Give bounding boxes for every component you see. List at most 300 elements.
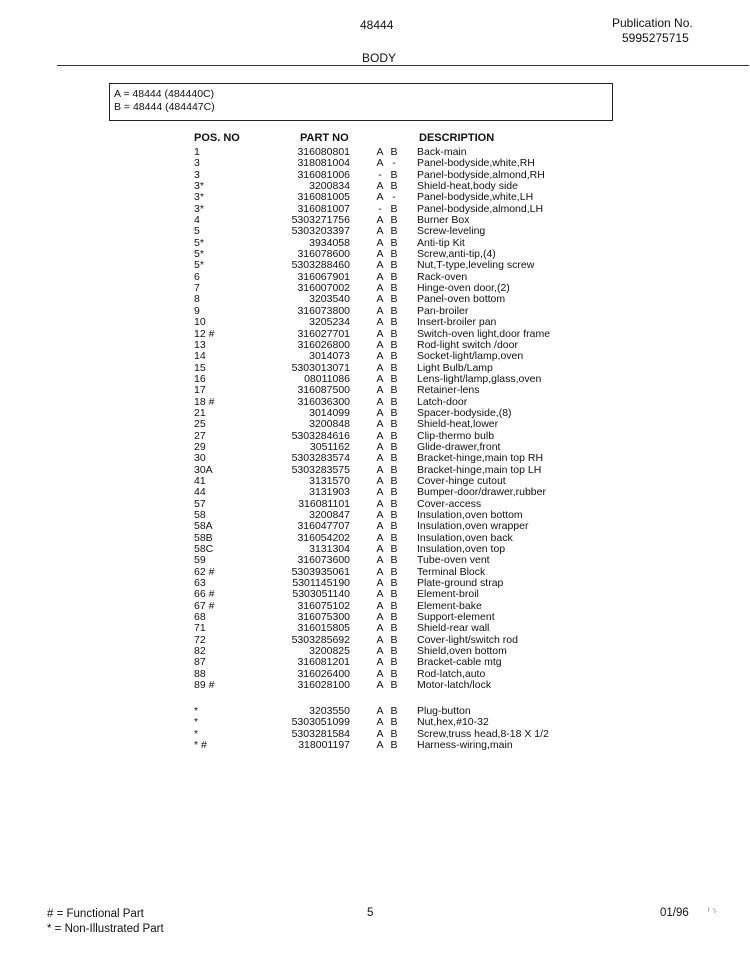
model-b-cell: B <box>390 452 398 465</box>
description-cell: Screw,anti-tip,(4) <box>417 248 496 261</box>
model-a-cell: A <box>376 622 384 635</box>
table-row <box>0 578 750 589</box>
pos-no-cell: 3* <box>194 191 204 204</box>
part-no-cell: 5303285692 <box>291 633 350 646</box>
model-a-cell: A <box>376 554 384 567</box>
model-a-cell: A <box>376 611 384 624</box>
pos-no-cell: 29 <box>194 440 206 453</box>
description-cell: Element-bake <box>417 599 482 612</box>
pos-no-cell: 58 <box>194 509 206 521</box>
model-a-cell: A <box>376 656 384 669</box>
parts-table <box>0 147 750 692</box>
model-a-cell: A <box>376 236 384 249</box>
description-cell: Nut,T-type,leveling screw <box>417 259 535 272</box>
description-cell: Shield-heat,lower <box>417 418 499 431</box>
table-row <box>0 623 750 634</box>
scan-mark: ᐟ₂ <box>705 903 719 918</box>
table-row <box>0 740 750 751</box>
table-row <box>0 612 750 623</box>
model-b-cell: B <box>390 406 398 419</box>
pos-no-cell: 8 <box>194 293 200 306</box>
part-no-cell: 3014099 <box>309 406 350 419</box>
part-no-cell: 5303051099 <box>291 716 350 729</box>
model-a-cell: - <box>378 202 382 215</box>
description-cell: Latch-door <box>417 395 468 408</box>
description-cell: Insert-broiler pan <box>417 316 497 329</box>
model-a-cell: A <box>376 293 384 306</box>
model-b-cell: B <box>390 270 398 283</box>
table-row <box>0 601 750 612</box>
model-a-cell: A <box>376 338 384 351</box>
description-cell: Bracket-hinge,main top LH <box>417 463 542 476</box>
description-cell: Light Bulb/Lamp <box>417 361 493 374</box>
part-no-cell: 5303203397 <box>291 225 350 238</box>
model-a-cell: A <box>376 463 384 476</box>
part-no-cell: 5303288460 <box>291 259 350 272</box>
pos-no-cell: 10 <box>194 316 206 329</box>
pos-no-cell: 4 <box>194 214 200 227</box>
part-no-cell: 316081006 <box>297 168 350 181</box>
table-row <box>0 544 750 555</box>
model-a-cell: A <box>376 452 384 465</box>
table-row <box>0 272 750 283</box>
table-row <box>0 351 750 362</box>
pos-no-cell: 18 # <box>194 395 215 408</box>
part-no-cell: 3200825 <box>309 645 350 658</box>
model-a-cell: A <box>376 716 384 729</box>
model-b-cell: B <box>390 645 398 658</box>
pos-no-cell: 12 # <box>194 327 215 340</box>
model-a-cell: A <box>376 599 384 612</box>
model-b-cell: B <box>390 739 398 752</box>
description-cell: Anti-tip Kit <box>417 236 465 249</box>
part-no-cell: 3203550 <box>309 705 350 717</box>
parts-table-header <box>0 132 750 146</box>
description-cell: Bumper-door/drawer,rubber <box>417 486 546 499</box>
part-no-cell: 316036300 <box>297 395 350 408</box>
model-b-cell: B <box>390 727 398 740</box>
part-no-cell: 5303271756 <box>291 214 350 227</box>
table-row <box>0 204 750 215</box>
model-b-cell: B <box>390 429 398 442</box>
description-cell: Support-element <box>417 611 495 624</box>
pos-no-cell: 21 <box>194 406 206 419</box>
part-no-cell: 5301145190 <box>292 577 350 590</box>
model-a-cell: A <box>376 440 384 453</box>
part-no-cell: 316080801 <box>297 146 350 158</box>
description-cell: Rod-latch,auto <box>417 667 486 680</box>
model-b-cell: B <box>390 622 398 635</box>
pos-no-cell: 15 <box>194 361 206 374</box>
table-row <box>0 158 750 169</box>
pos-no-cell: * <box>194 716 199 729</box>
model-a-cell: A <box>376 361 384 374</box>
table-row <box>0 374 750 385</box>
description-cell: Switch-oven light,door frame <box>417 327 551 340</box>
description-cell: Terminal Block <box>417 565 486 578</box>
part-no-cell: 316067901 <box>297 270 350 283</box>
model-b-cell: B <box>390 168 398 181</box>
model-a-cell: A <box>376 509 384 521</box>
description-cell: Retainer-lens <box>417 384 480 397</box>
model-b-cell: B <box>390 474 398 487</box>
part-no-cell: 5303051140 <box>292 588 350 601</box>
table-row <box>0 294 750 305</box>
model-a-cell: A <box>376 667 384 680</box>
part-no-cell: 316073800 <box>297 304 350 317</box>
description-cell: Element-broil <box>417 588 479 601</box>
pos-no-cell: 3 <box>194 168 200 181</box>
description-cell: Burner Box <box>417 214 470 227</box>
description-cell: Bracket-hinge,main top RH <box>417 452 544 465</box>
description-cell: Hinge-oven door,(2) <box>417 282 510 295</box>
table-row <box>0 260 750 271</box>
model-b-cell: B <box>390 705 398 717</box>
table-row <box>0 317 750 328</box>
description-cell: Shield-heat,body side <box>417 180 518 193</box>
model-a-cell: A <box>376 679 384 692</box>
publication-label: Publication No. <box>612 16 693 30</box>
model-b-cell: B <box>390 667 398 680</box>
part-no-header: PART NO <box>300 132 349 144</box>
pos-no-cell: 68 <box>194 611 206 624</box>
description-cell: Panel-oven bottom <box>417 293 506 306</box>
part-no-cell: 3200847 <box>309 509 350 521</box>
pos-no-cell: 17 <box>194 384 206 397</box>
model-a-cell: A <box>376 406 384 419</box>
model-b-cell: B <box>390 463 398 476</box>
pos-no-cell: 72 <box>194 633 206 646</box>
table-row <box>0 408 750 419</box>
pos-no-cell: 6 <box>194 270 200 283</box>
table-row <box>0 385 750 396</box>
table-row <box>0 181 750 192</box>
description-cell: Rack-oven <box>417 270 468 283</box>
header-divider <box>57 65 749 66</box>
part-no-cell: 3131570 <box>309 474 350 487</box>
table-row <box>0 340 750 351</box>
model-a-cell: A <box>376 180 384 193</box>
date-code: 01/96 <box>660 907 689 919</box>
part-no-cell: 3203540 <box>309 293 350 306</box>
part-no-cell: 3014073 <box>309 350 350 363</box>
part-no-cell: 316075102 <box>297 599 350 612</box>
model-b-cell: B <box>390 440 398 453</box>
table-row <box>0 147 750 158</box>
model-b-cell: B <box>390 350 398 363</box>
model-b-cell: B <box>390 656 398 669</box>
model-b-cell: B <box>390 282 398 295</box>
model-a-cell: A <box>376 304 384 317</box>
table-row <box>0 306 750 317</box>
description-cell: Harness-wiring,main <box>417 739 513 752</box>
description-cell: Bracket-cable mtg <box>417 656 502 669</box>
model-a-cell: A <box>376 350 384 363</box>
pos-no-cell: 5* <box>194 248 204 261</box>
description-cell: Insulation,oven top <box>417 543 506 556</box>
model-a-cell: A <box>376 372 384 385</box>
pos-no-cell: 66 # <box>194 588 215 601</box>
part-no-cell: 3051162 <box>309 440 350 453</box>
pos-no-cell: 44 <box>194 486 206 499</box>
pos-no-cell: 1 <box>194 146 200 158</box>
model-a-cell: A <box>376 248 384 261</box>
part-no-cell: 5303935061 <box>291 565 350 578</box>
table-row <box>0 669 750 680</box>
description-cell: Insulation,oven bottom <box>417 509 523 521</box>
model-a-cell: A <box>376 282 384 295</box>
model-b-cell: B <box>390 395 398 408</box>
table-row <box>0 521 750 532</box>
pos-no-cell: 58C <box>194 543 214 556</box>
pos-no-cell: 5* <box>194 236 204 249</box>
pos-no-cell: 27 <box>194 429 206 442</box>
model-b-cell: B <box>390 486 398 499</box>
model-a-cell: A <box>376 633 384 646</box>
pos-no-cell: 5 <box>194 225 200 238</box>
model-variant-box <box>109 83 613 121</box>
table-row <box>0 717 750 728</box>
model-b-cell: B <box>390 236 398 249</box>
pos-no-header: POS. NO <box>194 132 240 144</box>
table-row <box>0 283 750 294</box>
part-no-cell: 316078600 <box>297 248 350 261</box>
model-b-cell: B <box>390 327 398 340</box>
description-cell: Insulation,oven back <box>417 531 513 544</box>
model-b-cell: B <box>390 293 398 306</box>
pos-no-cell: 30A <box>194 463 213 476</box>
model-b-cell: B <box>390 611 398 624</box>
non-illustrated-parts-table <box>0 706 750 751</box>
publication-number: 5995275715 <box>622 31 689 45</box>
model-b-cell: - <box>392 157 396 170</box>
table-row <box>0 453 750 464</box>
pos-no-cell: 57 <box>194 497 206 510</box>
description-cell: Rod-light switch /door <box>417 338 518 351</box>
table-row <box>0 487 750 498</box>
description-cell: Insulation,oven wrapper <box>417 520 529 533</box>
table-row <box>0 510 750 521</box>
model-a-cell: A <box>376 739 384 752</box>
model-a-cell: A <box>376 191 384 204</box>
part-no-cell: 316087500 <box>297 384 350 397</box>
description-cell: Screw,truss head,8-18 X 1/2 <box>417 727 549 740</box>
table-row <box>0 431 750 442</box>
description-cell: Socket-light/lamp,oven <box>417 350 524 363</box>
model-b-cell: B <box>390 202 398 215</box>
model-b-cell: B <box>390 497 398 510</box>
model-a-cell: A <box>376 327 384 340</box>
part-no-cell: 5303283575 <box>291 463 350 476</box>
pos-no-cell: 59 <box>194 554 206 567</box>
description-cell: Lens-light/lamp,glass,oven <box>417 372 542 385</box>
part-no-cell: 08011086 <box>304 372 350 385</box>
description-cell: Cover-access <box>417 497 482 510</box>
table-row <box>0 329 750 340</box>
model-b-cell: B <box>390 259 398 272</box>
description-cell: Screw-leveling <box>417 225 486 238</box>
pos-no-cell: 5* <box>194 259 204 272</box>
description-cell: Nut,hex,#10-32 <box>417 716 489 729</box>
model-a-cell: A <box>376 259 384 272</box>
pos-no-cell: 3* <box>194 202 204 215</box>
model-number: 48444 <box>360 18 394 32</box>
model-a-cell: A <box>376 270 384 283</box>
model-b-cell: B <box>390 554 398 567</box>
model-b-cell: B <box>390 338 398 351</box>
model-b-cell: - <box>392 191 396 204</box>
pos-no-cell: 7 <box>194 282 200 295</box>
part-no-cell: 3131304 <box>309 543 350 556</box>
pos-no-cell: 63 <box>194 577 206 590</box>
table-row <box>0 499 750 510</box>
description-cell: Shield-rear wall <box>417 622 490 635</box>
model-a-cell: A <box>376 705 384 717</box>
description-cell: Back-main <box>417 146 467 158</box>
part-no-cell: 316073600 <box>297 554 350 567</box>
pos-no-cell: 16 <box>194 372 206 385</box>
table-row <box>0 555 750 566</box>
pos-no-cell: 25 <box>194 418 206 431</box>
pos-no-cell: * # <box>194 739 207 752</box>
table-row <box>0 589 750 600</box>
table-row <box>0 729 750 740</box>
description-cell: Panel-bodyside,white,LH <box>417 191 534 204</box>
model-b-cell: B <box>390 248 398 261</box>
functional-part-legend: # = Functional Part <box>47 908 144 920</box>
part-no-cell: 318001197 <box>298 739 350 752</box>
description-cell: Panel-bodyside,almond,RH <box>417 168 545 181</box>
pos-no-cell: 30 <box>194 452 206 465</box>
model-a-cell: A <box>376 225 384 238</box>
model-a-cell: A <box>376 497 384 510</box>
part-no-cell: 3934058 <box>309 236 350 249</box>
table-row <box>0 533 750 544</box>
model-a-cell: A <box>376 543 384 556</box>
description-cell: Spacer-bodyside,(8) <box>417 406 512 419</box>
part-no-cell: 316081101 <box>298 497 350 510</box>
part-no-cell: 316075300 <box>297 611 350 624</box>
part-no-cell: 316081201 <box>297 656 350 669</box>
description-cell: Tube-oven vent <box>417 554 490 567</box>
pos-no-cell: 88 <box>194 667 206 680</box>
part-no-cell: 3200848 <box>309 418 350 431</box>
part-no-cell: 316026800 <box>297 338 350 351</box>
pos-no-cell: 58B <box>194 531 213 544</box>
model-b-cell: B <box>390 214 398 227</box>
description-cell: Plate-ground strap <box>417 577 504 590</box>
description-cell: Shield,oven bottom <box>417 645 507 658</box>
model-b-cell: B <box>390 565 398 578</box>
model-b-cell: B <box>390 577 398 590</box>
table-row <box>0 706 750 717</box>
model-b-cell: B <box>390 509 398 521</box>
pos-no-cell: 67 # <box>194 599 215 612</box>
description-cell: Clip-thermo bulb <box>417 429 495 442</box>
model-b-cell: B <box>390 180 398 193</box>
model-b-cell: B <box>390 716 398 729</box>
pos-no-cell: 41 <box>194 474 206 487</box>
model-a-cell: A <box>376 474 384 487</box>
part-no-cell: 316081007 <box>297 202 350 215</box>
model-b-cell: B <box>390 531 398 544</box>
part-no-cell: 5303281584 <box>291 727 350 740</box>
part-no-cell: 3205234 <box>309 316 350 329</box>
model-b-cell: B <box>390 418 398 431</box>
model-b-cell: B <box>390 543 398 556</box>
part-no-cell: 316028100 <box>297 679 350 692</box>
model-b-cell: B <box>390 633 398 646</box>
description-cell: Cover-light/switch rod <box>417 633 518 646</box>
model-a-cell: A <box>376 214 384 227</box>
pos-no-cell: 13 <box>194 338 206 351</box>
description-cell: Motor-latch/lock <box>417 679 492 692</box>
pos-no-cell: 14 <box>194 350 206 363</box>
table-row <box>0 192 750 203</box>
pos-no-cell: 58A <box>194 520 213 533</box>
pos-no-cell: 3* <box>194 180 204 193</box>
model-a-cell: A <box>376 486 384 499</box>
model-b-cell: B <box>390 146 398 158</box>
model-b-cell: B <box>390 225 398 238</box>
part-no-cell: 5303284616 <box>291 429 350 442</box>
model-a-cell: A <box>376 146 384 158</box>
description-cell: Pan-broiler <box>417 304 469 317</box>
part-no-cell: 3131903 <box>309 486 350 499</box>
model-b-cell: B <box>390 520 398 533</box>
pos-no-cell: 87 <box>194 656 206 669</box>
table-row <box>0 215 750 226</box>
table-row <box>0 419 750 430</box>
model-b-cell: B <box>390 304 398 317</box>
model-a-cell: A <box>376 157 384 170</box>
model-a-cell: A <box>376 531 384 544</box>
table-row <box>0 680 750 691</box>
model-a-cell: A <box>376 588 384 601</box>
pos-no-cell: * <box>194 705 199 717</box>
table-row <box>0 657 750 668</box>
page-number: 5 <box>367 907 374 919</box>
model-a-cell: A <box>376 395 384 408</box>
model-b-cell: B <box>390 588 398 601</box>
model-b-cell: B <box>390 316 398 329</box>
table-row <box>0 465 750 476</box>
table-row <box>0 567 750 578</box>
part-no-cell: 318081004 <box>297 157 350 170</box>
pos-no-cell: 9 <box>194 304 200 317</box>
part-no-cell: 3200834 <box>309 180 350 193</box>
description-cell: Glide-drawer,front <box>417 440 501 453</box>
table-row <box>0 363 750 374</box>
part-no-cell: 316054202 <box>297 531 350 544</box>
non-illustrated-legend: * = Non-Illustrated Part <box>47 923 164 935</box>
model-b-cell: B <box>390 679 398 692</box>
description-header: DESCRIPTION <box>419 132 495 144</box>
table-row <box>0 442 750 453</box>
part-no-cell: 5303013071 <box>291 361 350 374</box>
pos-no-cell: 3 <box>194 157 200 170</box>
model-b-cell: B <box>390 384 398 397</box>
description-cell: Cover-hinge cutout <box>417 474 506 487</box>
table-row <box>0 646 750 657</box>
table-row <box>0 249 750 260</box>
model-b-cell: B <box>390 361 398 374</box>
section-title: BODY <box>362 51 397 65</box>
variant-a: A = 48444 (484440C) <box>114 88 215 100</box>
description-cell: Panel-bodyside,white,RH <box>417 157 535 170</box>
table-row <box>0 397 750 408</box>
part-no-cell: 316007002 <box>297 282 350 295</box>
